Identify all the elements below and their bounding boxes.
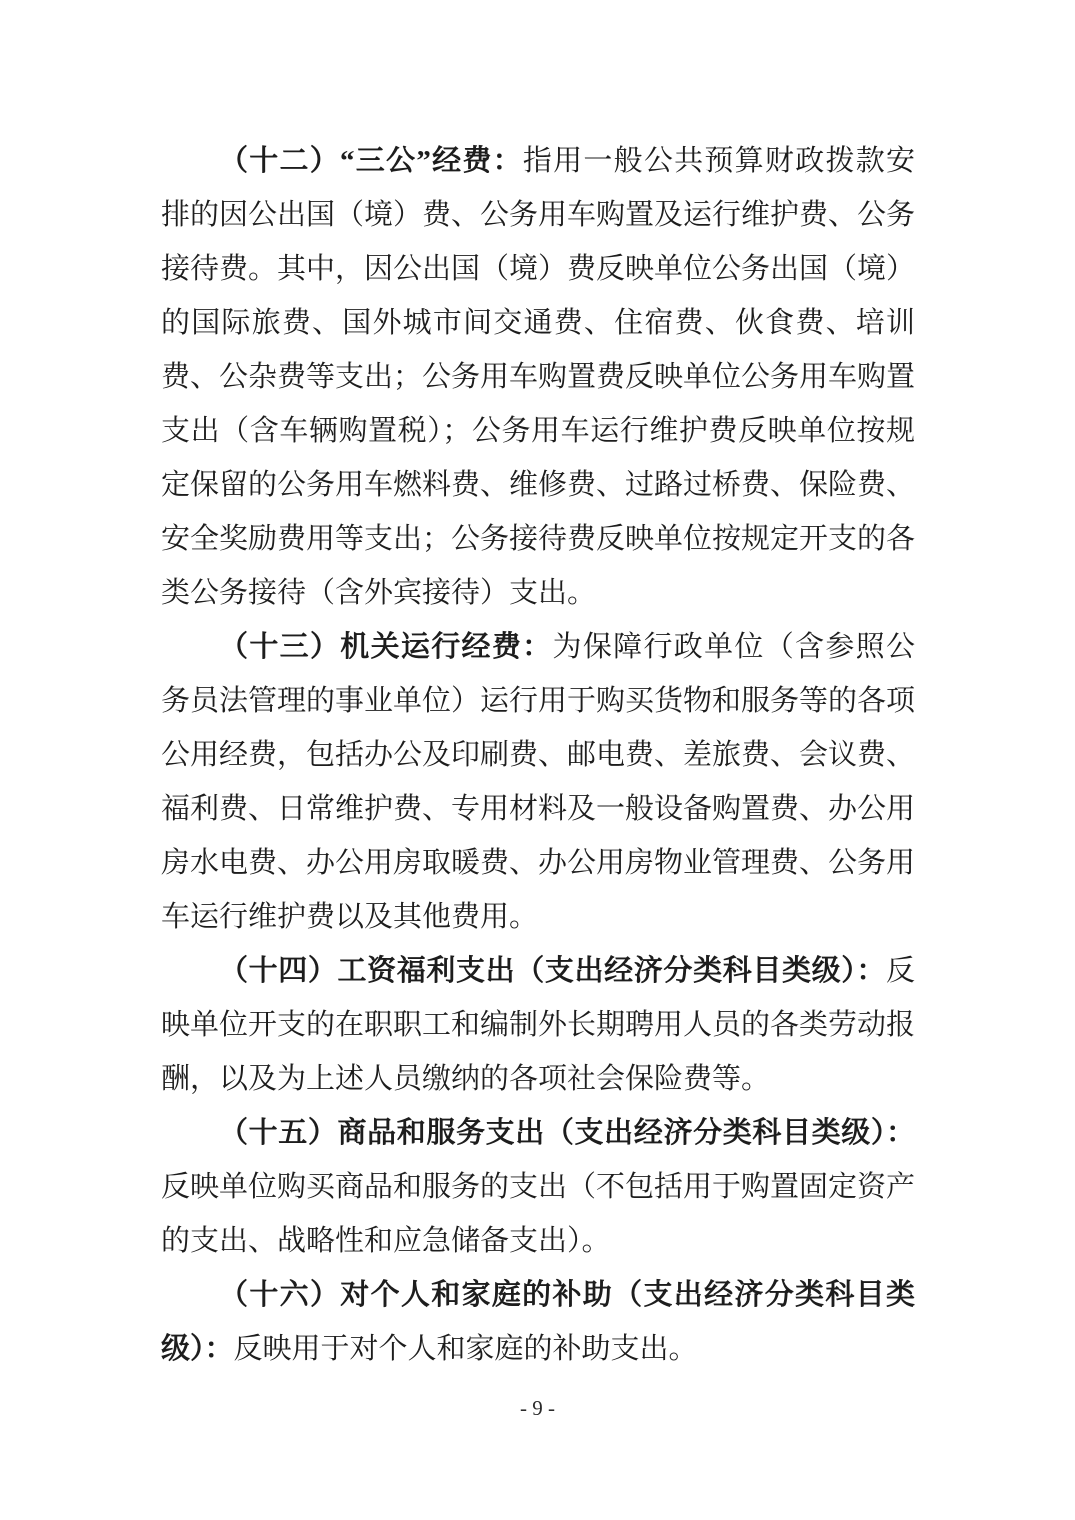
document-text-block xyxy=(161,134,915,1376)
paragraph-head: （十四）工资福利支出（支出经济分类科目类级）： xyxy=(219,955,886,987)
paragraph-body: 反映单位购买商品和服务的支出（不包括用于购置固定资产的支出、战略性和应急储备支出）。 xyxy=(161,1171,916,1257)
paragraph-individual-family-subsidy xyxy=(161,1268,915,1376)
paragraph-body: 反映用于对个人和家庭的补助支出。 xyxy=(233,1333,698,1365)
page-number: - 9 - xyxy=(520,1396,555,1420)
paragraph-head: （十六）对个人和家庭的补助（支出经济分类科目类级）： xyxy=(161,1279,915,1365)
paragraph-body: 指用一般公共预算财政拨款安排的因公出国（境）费、公务用车购置及运行维护费、公务接待费。其中，因公出国（境）费反映单位公务出国（境）的国际旅费、国外城市间交通费、住宿费、伙食费、培训费、公杂费等支出；公务用车购置费反映单位公务用车购置支出（含车辆购置税）；公务用车运行维护费反映单位按规定保留的公务用车燃料费、维修费、过路过桥费、保险费、安全奖励费用等支出；公务接待费反映单位按规定开支的各类公务接待（含外宾接待）支出。 xyxy=(161,145,916,609)
paragraph-body: 为保障行政单位（含参照公务员法管理的事业单位）运行用于购买货物和服务等的各项公用经费，包括办公及印刷费、邮电费、差旅费、会议费、福利费、日常维护费、专用材料及一般设备购置费、办公用房水电费、办公用房取暖费、办公用房物业管理费、公务用车运行维护费以及其他费用。 xyxy=(161,631,916,933)
paragraph-salary-welfare-expenditure xyxy=(161,944,915,1106)
paragraph-head: （十三）机关运行经费： xyxy=(219,631,553,663)
page-footer xyxy=(0,1396,1075,1421)
paragraph-head: （十二）“三公”经费： xyxy=(219,145,523,177)
paragraph-goods-services-expenditure xyxy=(161,1106,915,1268)
paragraph-agency-operation-funds xyxy=(161,620,915,944)
paragraph-body: 反映单位开支的在职职工和编制外长期聘用人员的各类劳动报酬，以及为上述人员缴纳的各项社会保险费等。 xyxy=(161,955,916,1095)
paragraph-head: （十五）商品和服务支出（支出经济分类科目类级）： xyxy=(219,1117,915,1149)
paragraph-sangong-expenses xyxy=(161,134,915,620)
